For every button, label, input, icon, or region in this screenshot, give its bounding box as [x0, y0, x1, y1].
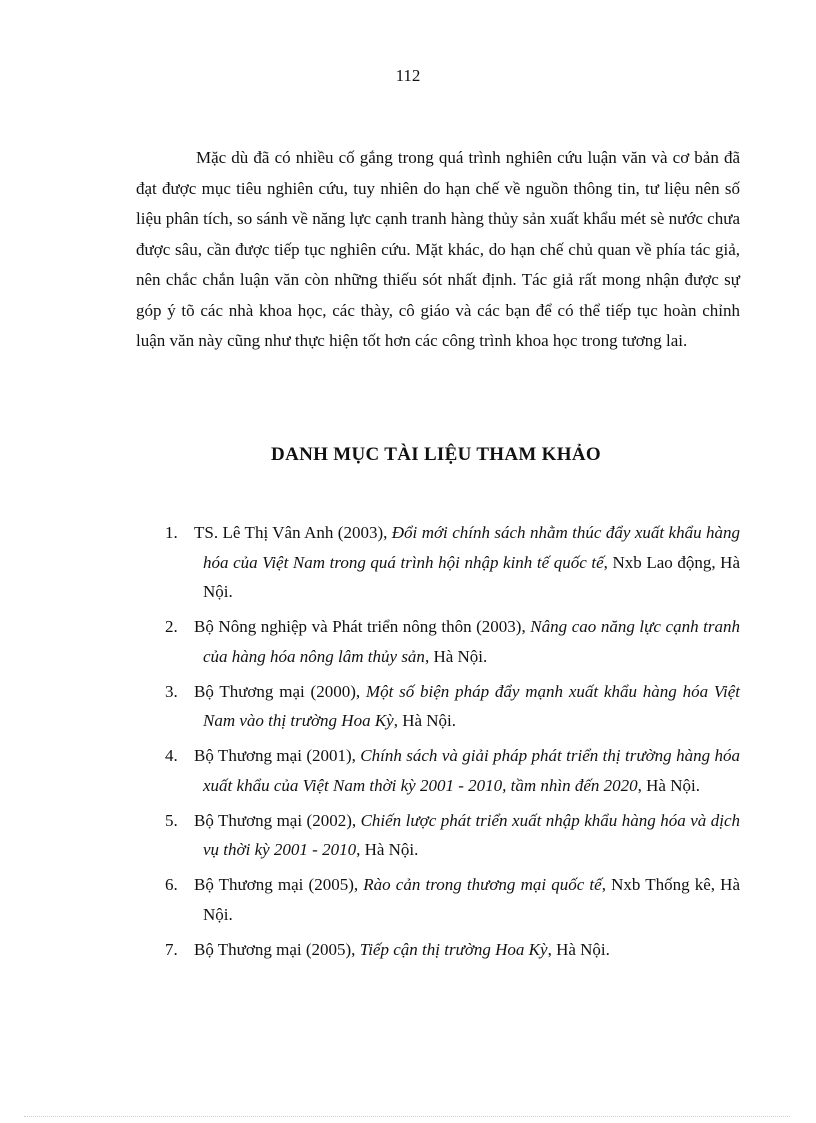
reference-title: Chiến lược phát triển xuất nhập khẩu hàng hóa và dịch vụ thời kỳ 2001 - 2010 [203, 810, 740, 859]
reference-number: 3. [165, 681, 178, 701]
reference-publisher: , Hà Nội. [637, 775, 700, 795]
reference-author: Bộ Thương mại (2000), [194, 681, 366, 701]
reference-item [136, 518, 740, 607]
conclusion-paragraph: Mặc dù đã có nhiều cố gắng trong quá trình nghiên cứu luận văn và cơ bản đã đạt được mục tiêu nghiên cứu, tuy nhiên do hạn chế về nguồn thông tin, tư liệu nên số liệu phân tích, so sánh về năng lực cạnh tranh hàng thủy sản xuất khẩu mét sè nước chưa được sâu, cần được tiếp tục nghiên cứu. Mặt khác, do hạn chế chủ quan về phía tác giả, nên chắc chắn luận văn còn những thiếu sót nhất định. Tác giả rất mong nhận được sự góp ý tõ các nhà khoa học, các thày, cô giáo và các bạn để có thể tiếp tục hoàn chỉnh luận văn này cũng như thực hiện tốt hơn các công trình khoa học trong tương lai. [136, 148, 740, 350]
reference-number: 5. [165, 810, 178, 830]
reference-title: Một số biện pháp đẩy mạnh xuất khẩu hàng hóa Việt Nam vào thị trường Hoa Kỳ [203, 681, 740, 730]
reference-title: Chính sách và giải pháp phát triển thị trường hàng hóa xuất khẩu của Việt Nam thời kỳ 2001 - 2010, tầm nhìn đến 2020 [203, 746, 740, 795]
reference-author: Bộ Thương mại (2002), [194, 810, 361, 830]
reference-publisher: , Hà Nội. [393, 711, 457, 730]
reference-publisher: , Hà Nội. [547, 939, 610, 959]
reference-title: Tiếp cận thị trường Hoa Kỳ [359, 939, 548, 959]
reference-author: Bộ Nông nghiệp và Phát triển nông thôn (2003), [194, 617, 531, 636]
reference-author: TS. Lê Thị Vân Anh (2003), [194, 523, 392, 542]
reference-number: 6. [165, 875, 178, 894]
reference-author: Bộ Thương mại (2001), [194, 746, 361, 765]
reference-publisher: , Nxb Thống kê, Hà Nội. [203, 875, 740, 924]
reference-number: 2. [165, 617, 178, 636]
reference-number: 7. [165, 939, 178, 959]
footer-divider [24, 1116, 790, 1117]
reference-publisher: , Hà Nội. [356, 840, 419, 859]
reference-item [136, 806, 740, 865]
reference-title: Rào cản trong thương mại quốc tế [363, 875, 602, 894]
reference-title: Nâng cao năng lực cạnh tranh của hàng hóa nông lâm thủy sản [203, 617, 740, 666]
page-number: 112 [395, 66, 421, 85]
reference-item [136, 935, 740, 965]
reference-publisher: , Nxb Lao động, Hà Nội. [203, 552, 741, 601]
reference-author: Bộ Thương mại (2005), [194, 875, 364, 894]
section-title: DANH MỤC TÀI LIỆU THAM KHẢO [271, 444, 601, 465]
reference-item [136, 612, 740, 671]
reference-item [136, 677, 740, 736]
reference-item [136, 870, 740, 929]
reference-item [136, 741, 740, 800]
reference-publisher: , Hà Nội. [424, 646, 488, 666]
reference-author: Bộ Thương mại (2005), [194, 939, 360, 959]
reference-number: 4. [165, 746, 178, 765]
reference-title: Đổi mới chính sách nhằm thúc đẩy xuất khẩu hàng hóa của Việt Nam trong quá trình hội nhập kinh tế quốc tế [203, 523, 740, 572]
reference-list [136, 518, 740, 970]
reference-number: 1. [165, 523, 178, 542]
